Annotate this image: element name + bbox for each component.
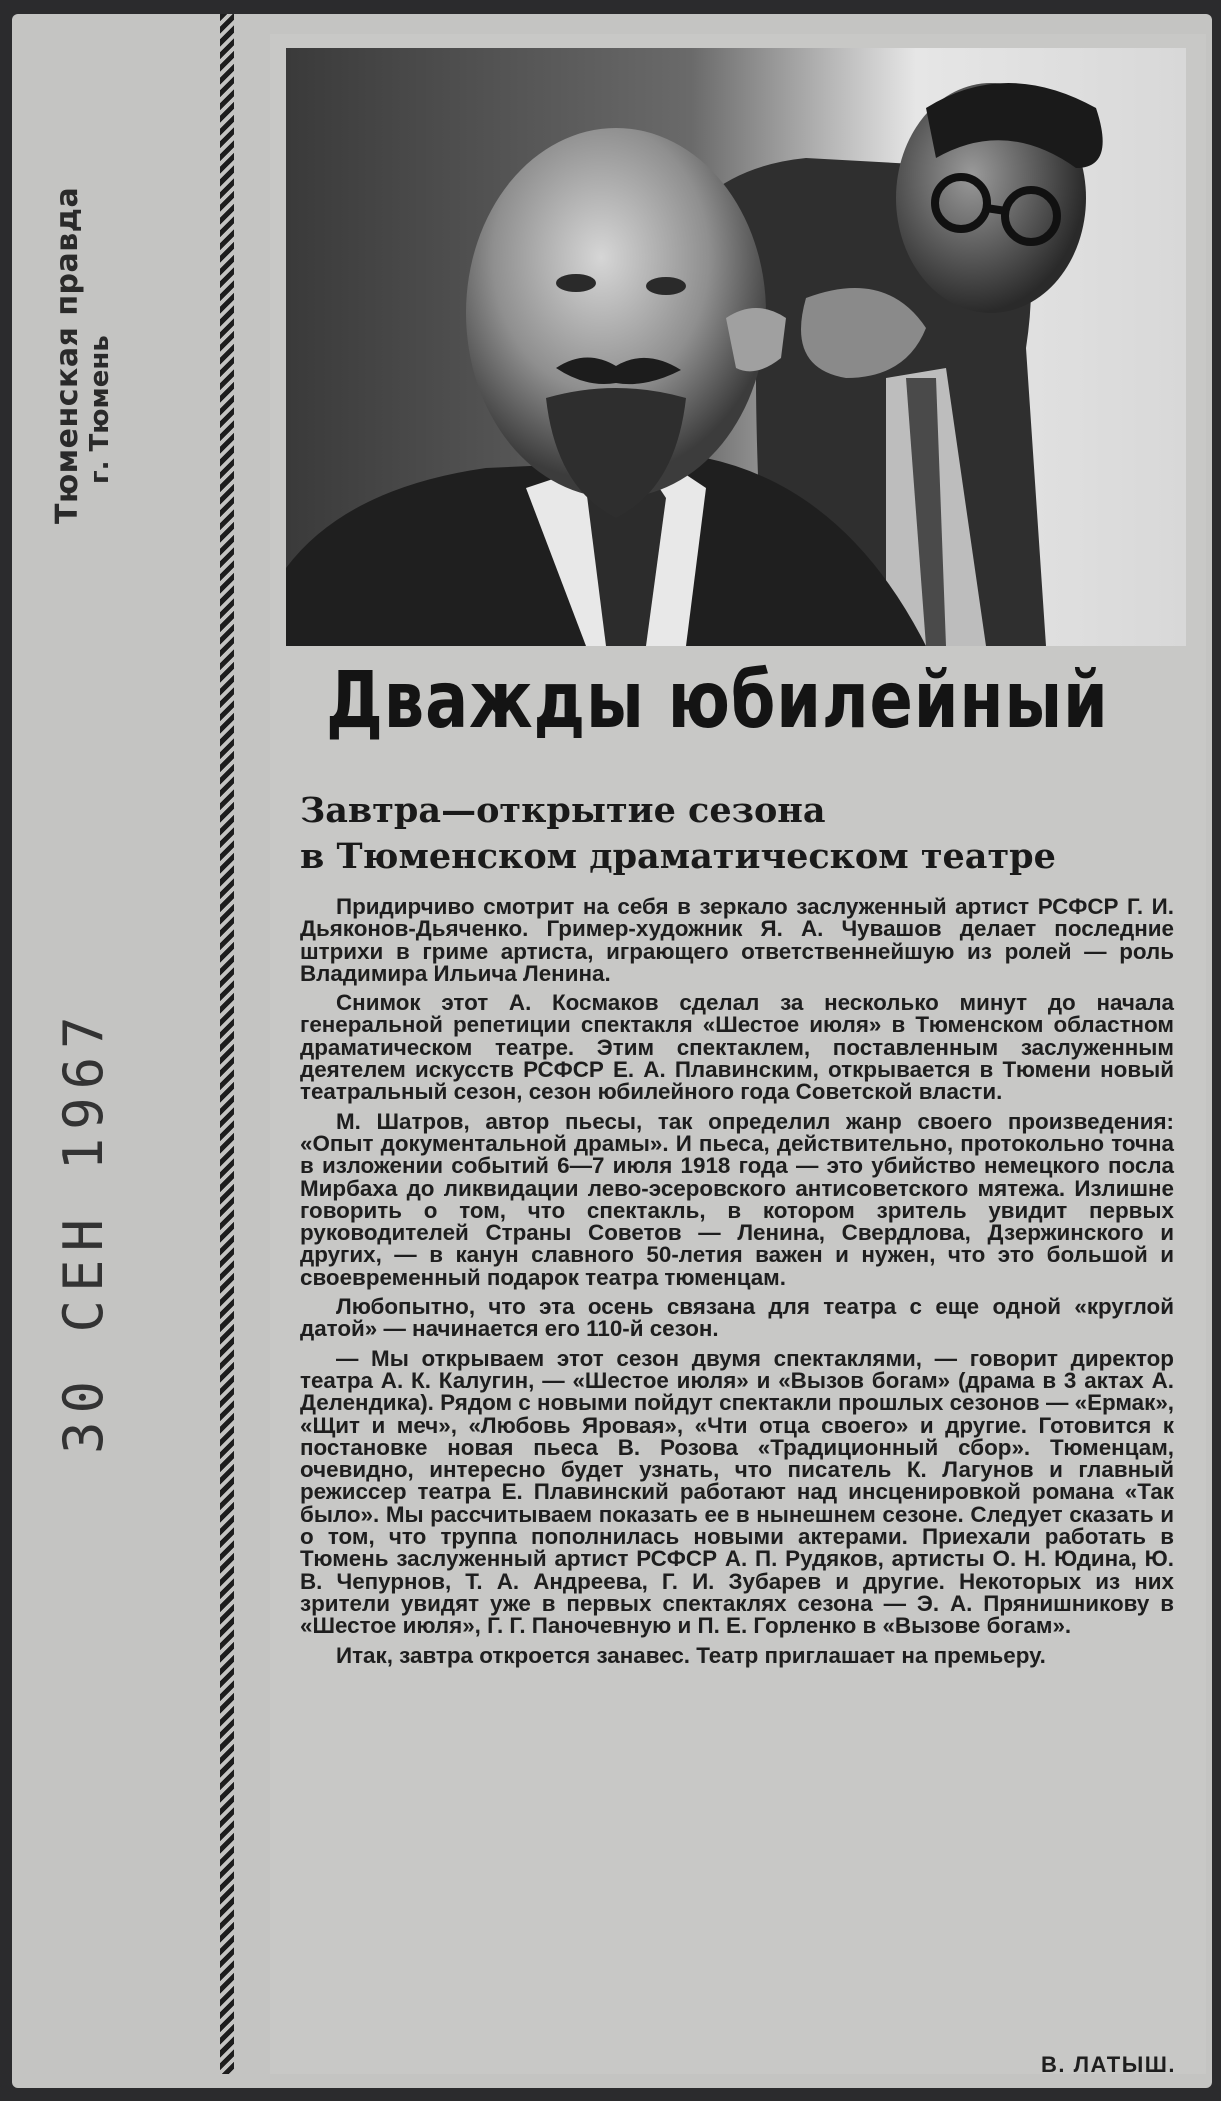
stamp-paper-name: Тюменская правда	[50, 186, 85, 524]
newspaper-source-stamp	[50, 187, 115, 524]
article-paragraph: — Мы открываем этот сезон двумя спектаклями, — говорит директор театра А. К. Калугин, — «Шестое июля» и «Вызов богам» (драма в 3 актах А. Делендика). Рядом с новыми пойдут спектакли прошлых сезонов — «Ермак», «Щит и меч», «Любовь Яровая», «Чти отца своего» и другие. Готовится к постановке новая пьеса В. Розова «Традиционный сбор». Тюменцам, очевидно, интересно будет узнать, что писатель К. Лагунов и главный режиссер театра Е. Плавинский работают над инсценировкой романа «Так было». Мы рассчитываем показать ее в нынешнем сезоне. Следует сказать и о том, что труппа пополнилась новыми актерами. Приехали работать в Тюмень заслуженный артист РСФСР А. П. Рудяков, артисты О. Н. Юдина, Ю. В. Чепурнов, Т. А. Андреева, Г. И. Зубарев и другие. Некоторых из них зрители увидят уже в первых спектаклях сезона — Э. А. Прянишникову в «Шестое июля», Г. Г. Паночевную и П. Е. Горленко в «Вызове богам».	[300, 1345, 1174, 1639]
photo-makeup-artist-and-actor	[286, 48, 1186, 646]
article-paragraph: Снимок этот А. Космаков сделал за несколько минут до начала генеральной репетиции спектакля «Шестое июля» в Тюменском областном драматическом театре. Этим спектаклем, поставленным заслуженным деятелем искусств РСФСР Е. А. Плавинским, открывается в Тюмени новый театральный сезон, сезон юбилейного года Советской власти.	[300, 990, 1174, 1105]
article-clipping	[270, 34, 1206, 2077]
stamp-city: г. Тюмень	[85, 335, 115, 484]
article-paragraph: М. Шатров, автор пьесы, так определил жанр своего произведения: «Опыт документальной драмы». И пьеса, действительно, протокольно точна в изложении событий 6—7 июля 1918 года — это убийство немецкого посла Мирбаха до ликвидации лево-эсеровского антисоветского мятежа. Излишне говорить о том, что спектакль, в котором зритель увидит первых руководителей Страны Советов — Ленина, Свердлова, Дзержинского и других, — в канун славного 50-летия важен и нужен, что это большой и своевременный подарок театра тюменцам.	[300, 1108, 1174, 1290]
date-stamp: 30 СЕН 1967	[52, 1008, 115, 1454]
article-photo	[286, 48, 1186, 646]
author-signature: В. ЛАТЫШ.	[1040, 2052, 1176, 2077]
article-paragraph: Итак, завтра откроется занавес. Театр приглашает на премьеру.	[336, 1642, 1046, 1668]
subtitle-line: в Тюменском драматическом театре	[300, 836, 1056, 877]
subtitle-line: Завтра—открытие сезона	[300, 790, 826, 831]
hatched-divider-rule	[220, 14, 234, 2074]
article-subtitle	[300, 788, 1180, 880]
article-body	[300, 896, 1174, 1674]
article-paragraph: Придирчиво смотрит на себя в зеркало заслуженный артист РСФСР Г. И. Дьяконов-Дьяченко. Гример-художник Я. А. Чувашов делает последние штрихи в гриме артиста, играющего ответственнейшую из ролей — роль Владимира Ильича Ленина.	[300, 894, 1174, 986]
article-paragraph: Любопытно, что эта осень связана для театра с еще одной «круглой датой» — начинается его 110-й сезон.	[300, 1294, 1174, 1342]
article-headline: Дважды юбилейный	[326, 656, 1109, 746]
newspaper-clipping-card	[12, 14, 1212, 2088]
archive-stamp-margin	[12, 14, 222, 2088]
